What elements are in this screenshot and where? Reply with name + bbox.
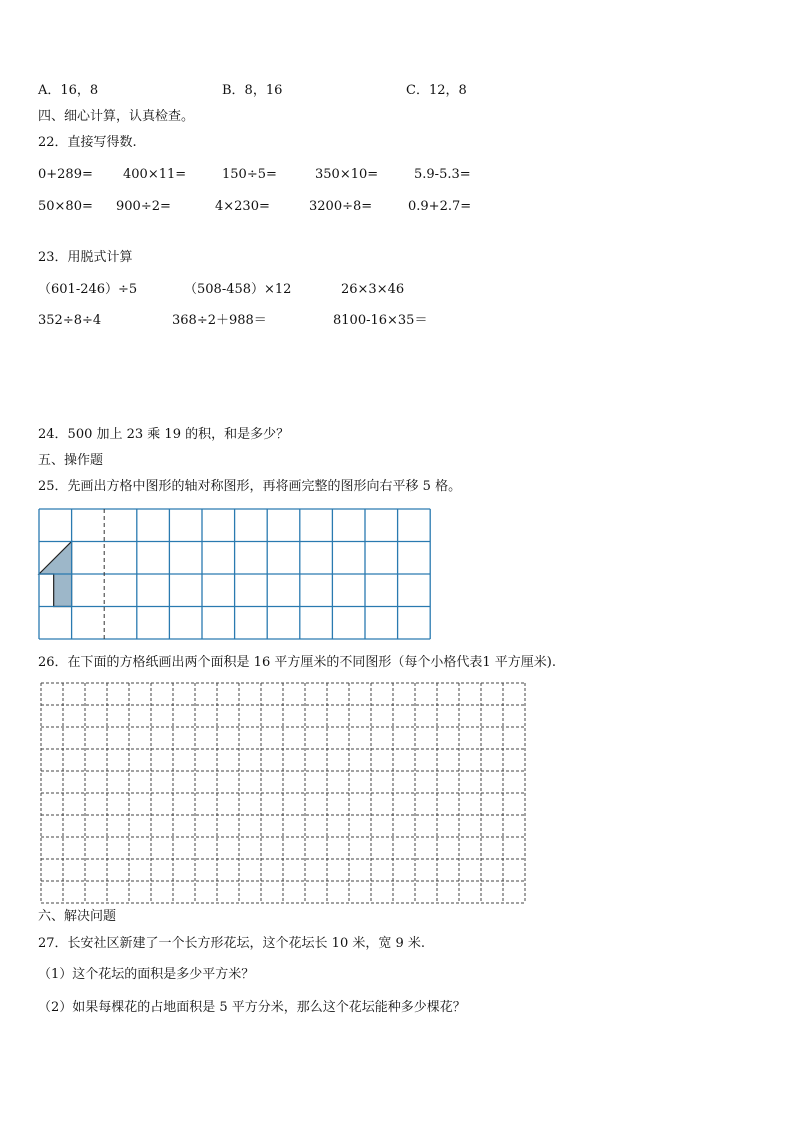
section-6-title: 六、解决问题 [38,909,117,924]
q23-item: （601-246）÷5 [38,282,138,297]
q27-sub1: （1）这个花坛的面积是多少平方米？ [38,967,255,982]
section-5-title: 五、操作题 [38,453,104,468]
q27-text: 27．长安社区新建了一个长方形花坛，这个花坛长 10 米，宽 9 米. [38,936,426,951]
q22-item: 4×230= [215,199,270,214]
q22-item: 5.9-5.3= [414,167,471,182]
q26-text: 26．在下面的方格纸画出两个面积是 16 平方厘米的不同图形（每个小格代表1 平方厘米). [38,655,556,670]
q24-text: 24．500 加上 23 乘 19 的积，和是多少？ [38,427,290,442]
q23-item: 8100-16×35＝ [333,313,428,328]
q23-item: 368÷2＋988＝ [172,313,267,328]
q25-text: 25．先画出方格中图形的轴对称图形，再将画完整的图形向右平移 5 格。 [38,479,462,494]
section-4-title: 四、细心计算，认真检查。 [38,109,195,124]
q23-item: 352÷8÷4 [38,313,102,328]
q23-title: 23．用脱式计算 [38,250,133,265]
q22-title: 22．直接写得数. [38,135,137,150]
q22-item: 150÷5= [222,167,277,182]
q22-item: 0.9+2.7= [408,199,472,214]
q22-item: 50×80= [38,199,93,214]
q22-item: 900÷2= [116,199,171,214]
q22-item: 3200÷8= [309,199,373,214]
q27-sub2: （2）如果每棵花的占地面积是 5 平方分米，那么这个花坛能种多少棵花？ [38,1000,466,1015]
q22-item: 350×10= [315,167,379,182]
q22-item: 0+289= [38,167,93,182]
q23-item: （508-458）×12 [184,282,292,297]
option-a: A．16，8 [38,83,99,98]
q23-item: 26×3×46 [341,282,405,297]
option-c: C．12，8 [406,83,467,98]
q22-item: 400×11= [123,167,187,182]
option-b: B．8，16 [222,83,283,98]
